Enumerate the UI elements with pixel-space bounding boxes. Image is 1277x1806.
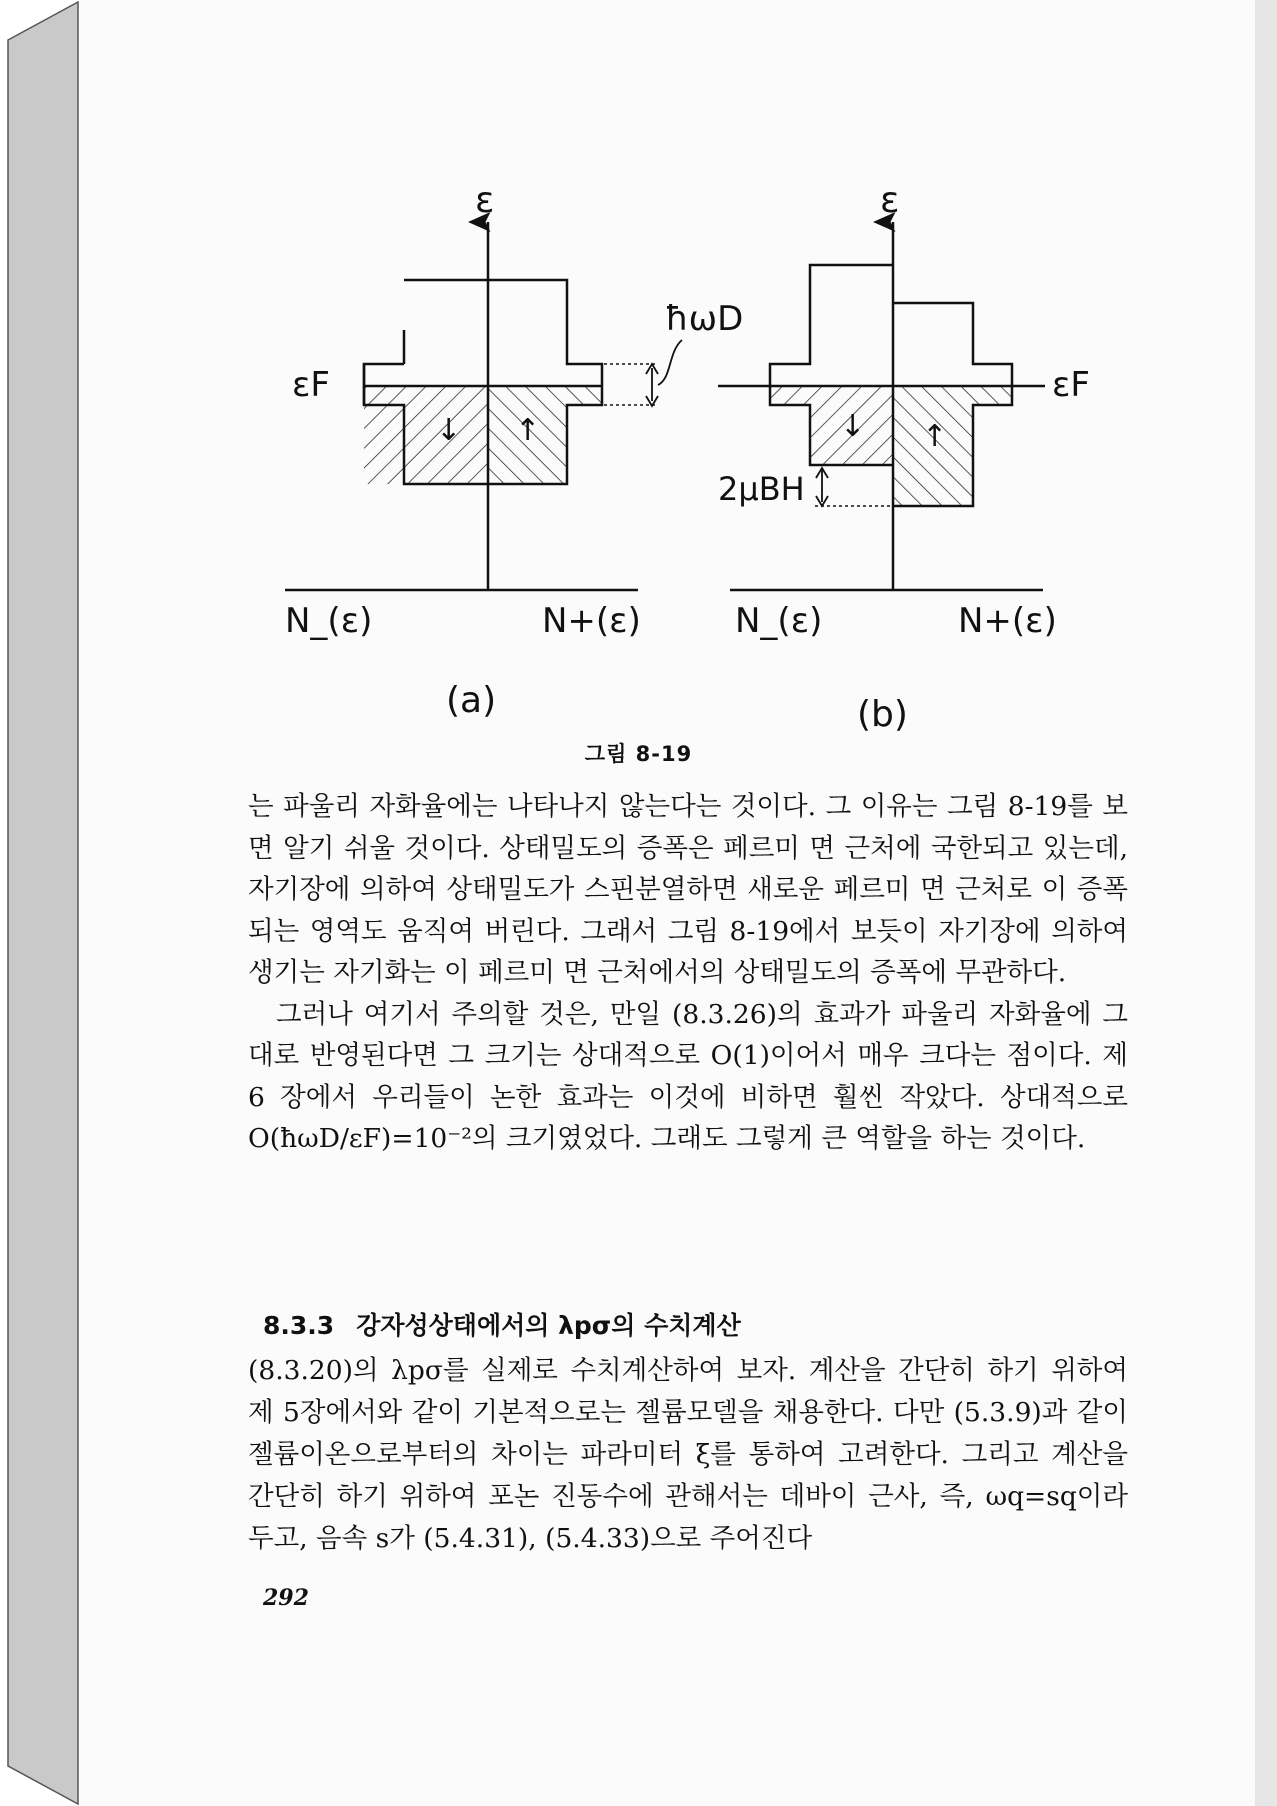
n-minus-label-a: N_(ε) [285, 601, 373, 641]
energy-label-a: ε [475, 180, 495, 221]
section-heading [263, 1306, 741, 1342]
n-minus-label-b: N_(ε) [735, 601, 823, 641]
figure-caption: 그림 8-19 [584, 742, 693, 766]
spin-up-arrow-b: ↑ [922, 419, 948, 454]
section-number: 8.3.3 [263, 1311, 335, 1340]
panel-label-a: (a) [446, 680, 497, 721]
panel-label-b: (b) [857, 694, 908, 735]
fermi-label-b: εF [1052, 365, 1090, 405]
panel-b [718, 180, 1090, 735]
panel-a [285, 180, 743, 721]
debye-label: ħωD [665, 299, 744, 339]
figure-8-19 [0, 0, 1277, 740]
fermi-label-a: εF [292, 365, 330, 405]
spin-down-occupied-b [770, 386, 893, 465]
n-plus-label-a: N+(ε) [542, 601, 641, 641]
spin-down-arrow-b: ↓ [840, 409, 866, 444]
page-number: 292 [263, 1585, 309, 1611]
paragraph: 그러나 여기서 주의할 것은, 만일 (8.3.26)의 효과가 파울리 자화율에 그대로 반영된다면 그 크기는 상대적으로 O(1)이어서 매우 크다는 점이다. 제 6 장에서 우리들이 논한 효과는 이것에 비하면 훨씬 작았다. 상대적으로 O(ħωD/εF)=10⁻²의 크기였었다. 그래도 그렇게 큰 역할을 하는 것이다. [248, 998, 1128, 1154]
n-plus-label-b: N+(ε) [958, 601, 1057, 641]
spin-up-arrow-a: ↑ [515, 413, 541, 448]
zeeman-label: 2μBH [718, 470, 805, 508]
energy-label-b: ε [880, 180, 900, 221]
body-text-2 [248, 1350, 1128, 1560]
spin-down-occupied-a [364, 386, 488, 484]
spin-down-arrow-a: ↓ [436, 413, 462, 448]
section-title: 강자성상태에서의 λpσ의 수치계산 [356, 1311, 741, 1340]
paragraph: 는 파울리 자화율에는 나타나지 않는다는 것이다. 그 이유는 그림 8-19를 보면 알기 쉬울 것이다. 상태밀도의 증폭은 페르미 면 근처에 국한되고 있는데, 자기장에 의하여 상태밀도가 스핀분열하면 새로운 페르미 면 근처로 이 증폭되는 영역도 움직여 버린다. 그래서 그림 8-19에서 보듯이 자기장에 의하여 생기는 자기화는 이 페르미 면 근처에서의 상태밀도의 증폭에 무관하다. [248, 791, 1128, 988]
body-text [248, 786, 1128, 1160]
paragraph: (8.3.20)의 λpσ를 실제로 수치계산하여 보자. 계산을 간단히 하기 위하여 제 5장에서와 같이 기본적으로는 젤륨모델을 채용한다. 다만 (5.3.9)과 같이 젤륨이온으로부터의 차이는 파라미터 ξ를 통하여 고려한다. 그리고 계산을 간단히 하기 위하여 포논 진동수에 관해서는 데바이 근사, 즉, ωq=sq이라 두고, 음속 s가 (5.4.31), (5.4.33)으로 주어진다 [248, 1355, 1128, 1554]
spin-up-occupied-a [488, 386, 602, 484]
